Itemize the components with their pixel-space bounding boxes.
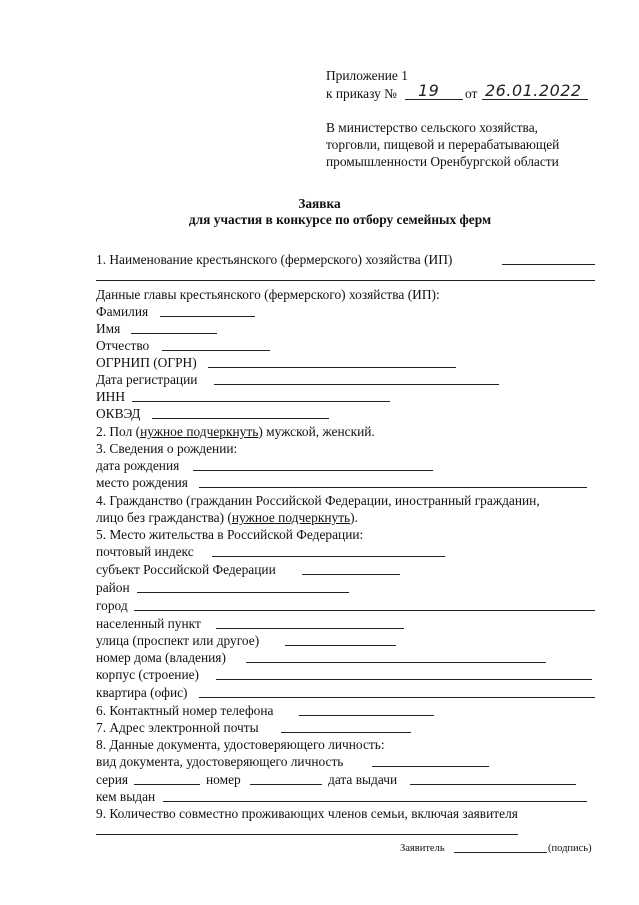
district-line[interactable]	[137, 592, 349, 593]
apartment-label: квартира (офис)	[96, 685, 188, 700]
addressee-line-3: промышленности Оренбургской области	[326, 154, 559, 169]
ogrnip-label: ОГРНИП (ОГРН)	[96, 355, 197, 370]
birth-date-line[interactable]	[193, 470, 433, 471]
signature-line[interactable]	[454, 852, 547, 853]
issued-by-line[interactable]	[163, 801, 587, 802]
issue-date-line[interactable]	[410, 784, 576, 785]
citizenship-line-1: 4. Гражданство (гражданин Российской Федерации, иностранный гражданин,	[96, 493, 540, 508]
birth-place-line[interactable]	[199, 487, 587, 488]
document-title: Заявка	[298, 196, 341, 211]
doc-type-label: вид документа, удостоверяющего личность	[96, 754, 344, 769]
apartment-line[interactable]	[199, 697, 595, 698]
birth-info-label: 3. Сведения о рождении:	[96, 441, 238, 456]
postal-index-label: почтовый индекс	[96, 544, 194, 559]
head-data-label: Данные главы крестьянского (фермерского) хозяйства (ИП):	[96, 287, 440, 302]
house-line[interactable]	[246, 662, 546, 663]
doc-type-line[interactable]	[372, 766, 489, 767]
city-line[interactable]	[134, 610, 595, 611]
issued-by-label: кем выдан	[96, 789, 156, 804]
farm-name-line[interactable]	[502, 264, 595, 265]
settlement-label: населенный пункт	[96, 616, 201, 631]
appendix-label: Приложение 1	[326, 68, 408, 83]
okved-label: ОКВЭД	[96, 406, 141, 421]
building-label: корпус (строение)	[96, 667, 200, 682]
number-label: номер	[206, 772, 241, 787]
gender-field: 2. Пол (нужное подчеркнуть) мужской, женский.	[96, 424, 375, 439]
house-label: номер дома (владения)	[96, 650, 226, 665]
street-label: улица (проспект или другое)	[96, 633, 260, 648]
patronymic-line[interactable]	[162, 350, 270, 351]
addressee-line-1: В министерство сельского хозяйства,	[326, 120, 538, 135]
signature-caption: (подпись)	[548, 843, 592, 854]
order-date: 26.01.2022	[485, 81, 582, 100]
citizenship-line-2: лицо без гражданства) (нужное подчеркнуть).	[96, 510, 358, 525]
city-label: город	[96, 598, 128, 613]
series-line[interactable]	[134, 784, 200, 785]
family-members-line[interactable]	[96, 834, 518, 835]
surname-label: Фамилия	[96, 304, 149, 319]
email-line[interactable]	[281, 732, 411, 733]
name-line[interactable]	[131, 333, 217, 334]
applicant-label: Заявитель	[400, 843, 445, 854]
name-label: Имя	[96, 321, 121, 336]
number-line[interactable]	[250, 784, 322, 785]
patronymic-label: Отчество	[96, 338, 150, 353]
phone-label: 6. Контактный номер телефона	[96, 703, 274, 718]
street-line[interactable]	[285, 645, 396, 646]
document-subtitle: для участия в конкурсе по отбору семейных ферм	[188, 212, 492, 227]
residence-label: 5. Место жительства в Российской Федерации:	[96, 527, 364, 542]
surname-line[interactable]	[160, 316, 255, 317]
addressee-line-2: торговли, пищевой и перерабатывающей	[326, 137, 560, 152]
field-farm-name-label: 1. Наименование крестьянского (фермерского) хозяйства (ИП)	[96, 252, 453, 267]
email-label: 7. Адрес электронной почты	[96, 720, 259, 735]
subject-line[interactable]	[302, 574, 400, 575]
postal-index-line[interactable]	[212, 556, 445, 557]
settlement-line[interactable]	[216, 628, 404, 629]
inn-label: ИНН	[96, 389, 126, 404]
ogrnip-line[interactable]	[208, 367, 456, 368]
order-number: 19	[418, 81, 440, 100]
district-label: район	[96, 580, 130, 595]
building-line[interactable]	[216, 679, 592, 680]
issue-date-label: дата выдачи	[328, 772, 398, 787]
reg-date-line[interactable]	[214, 384, 499, 385]
birth-date-label: дата рождения	[96, 458, 180, 473]
farm-name-line-2[interactable]	[96, 280, 595, 281]
order-from: от	[465, 86, 478, 101]
subject-label: субъект Российской Федерации	[96, 562, 276, 577]
okved-line[interactable]	[152, 418, 329, 419]
reg-date-label: Дата регистрации	[96, 372, 198, 387]
id-doc-label: 8. Данные документа, удостоверяющего личность:	[96, 737, 385, 752]
order-prefix: к приказу №	[326, 86, 397, 101]
series-label: серия	[96, 772, 129, 787]
phone-line[interactable]	[299, 715, 434, 716]
family-members-label: 9. Количество совместно проживающих членов семьи, включая заявителя	[96, 806, 518, 821]
inn-line[interactable]	[132, 401, 390, 402]
birth-place-label: место рождения	[96, 475, 188, 490]
